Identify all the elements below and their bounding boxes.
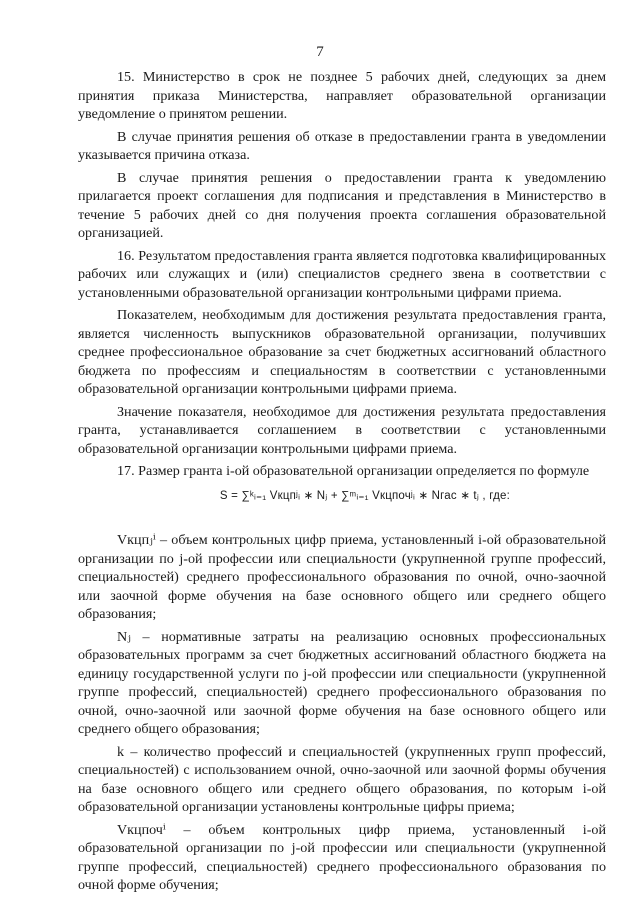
page-number: 7 <box>316 44 324 60</box>
paragraph-17: 17. Размер гранта i-ой образовательной организации определяется по формуле <box>117 463 590 479</box>
paragraph-15: 15. Министерство в срок не позднее 5 рабочих дней, следующих за днем принятия приказа Министерства, направляет образовательной организации уведомление о принятом решении. <box>78 69 606 122</box>
paragraph-approval: В случае принятия решения о предоставлении гранта к уведомлению прилагается проект соглашения для подписания и представления в Министерство в течение 5 рабочих дней со дня получения проекта соглашения образовательной организацией. <box>78 169 606 241</box>
document-body <box>78 68 606 899</box>
paragraph-indicator: Показателем, необходимым для достижения результата предоставления гранта, является численность выпускников образовательной организации, получивших среднее профессиональное образование за счет бюджетных ассигнований областного бюджета по профессиям и специальностям в соответствии с установленными образовательной организации контрольными цифрами приема. <box>78 307 606 397</box>
definition-vkcpoch: Vкцпочⁱ – объем контрольных цифр приема, установленный i-ой образовательной организации по j-ой профессии или специальности (укрупненной группе профессий, специальностей) среднего профессионального образования по очной форме обучения; <box>78 821 606 893</box>
paragraph-16: 16. Результатом предоставления гранта является подготовка квалифицированных рабочих или служащих и (или) специалистов среднего звена в соответствии с установленными образовательной организации контрольными цифрами приема. <box>78 247 606 301</box>
paragraph-indicator-value: Значение показателя, необходимое для достижения результата предоставления гранта, устанавливается соглашением в соответствии с установленными образовательной организации контрольными цифрами приема. <box>78 403 606 457</box>
grant-formula: S = ∑ᵏᵢ₌₁ Vкцпʲᵢ ∗ Nⱼ + ∑ᵐᵢ₌₁ Vкцпочʲᵢ ∗ Nгас ∗ tⱼ , где: <box>219 489 510 502</box>
definition-nj: Nⱼ – нормативные затраты на реализацию основных профессиональных образовательных программ за счет бюджетных ассигнований областного бюджета на единицу государственной услуги по j-ой профессии или специальности (укрупненной группе профессий, специальностей) среднего профессионального образования по очной, очно-заочной или заочной форме обучения на базе основного общего или среднего общего образования; <box>78 628 606 737</box>
definition-vkcp: Vкцпⱼⁱ – объем контрольных цифр приема, установленный i-ой образовательной организации по j-ой профессии или специальности (укрупненной группе профессий, специальностей) среднего профессионального образования по очной, очно-заочной или заочной форме обучения на базе основного общего или среднего общего образования; <box>78 532 606 622</box>
paragraph-refusal: В случае принятия решения об отказе в предоставлении гранта в уведомлении указывается причина отказа. <box>78 128 606 163</box>
definition-k: k – количество профессий и специальностей (укрупненных групп профессий, специальностей) с использованием очной, очно-заочной или заочной формы обучения на базе основного общего или среднего общего образования, по которым i-ой образовательной организации установлены контрольные цифры приема; <box>78 743 606 815</box>
